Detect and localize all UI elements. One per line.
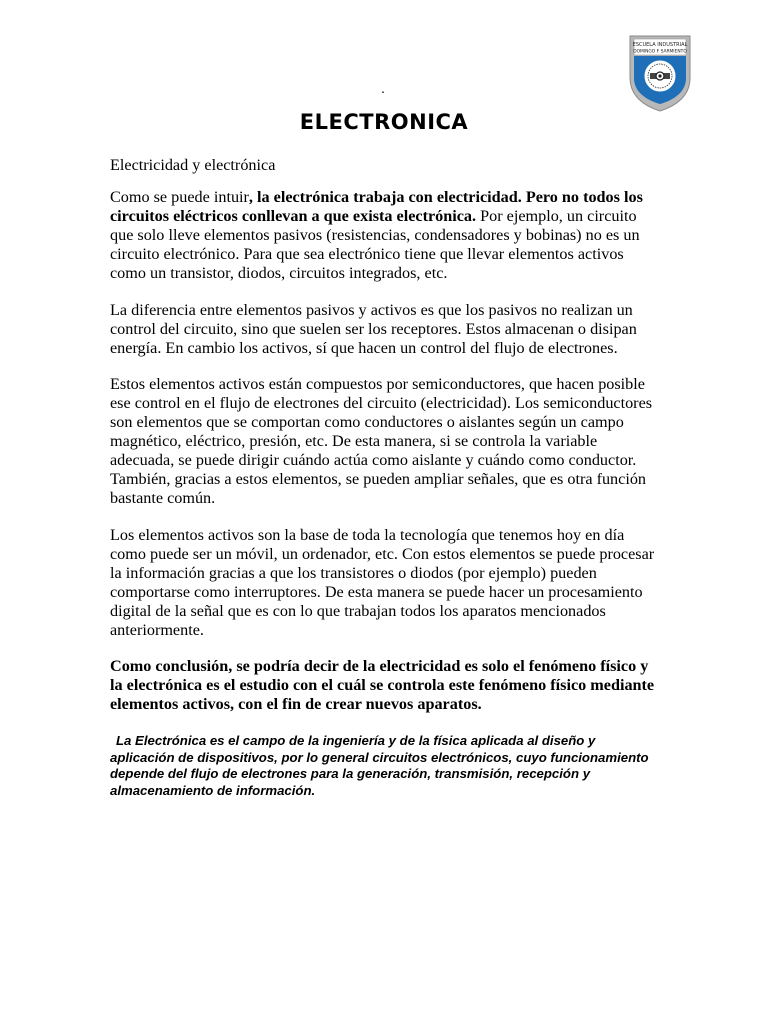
section-subtitle: Electricidad y electrónica xyxy=(110,156,276,174)
paragraph-intro-start: Como se puede intuir xyxy=(110,188,249,207)
page-title: ELECTRONICA xyxy=(299,110,469,134)
paragraph-intro-bold: , la electrónica trabaja con electricidad. Pero no todos los circuitos eléctricos conllevan a que exista electrónica. xyxy=(110,188,643,226)
school-logo xyxy=(626,34,694,112)
header-dot: . xyxy=(381,82,385,97)
logo-text-bottom: DOMINGO F SARMIENTO xyxy=(633,49,687,55)
paragraph-intro xyxy=(110,188,655,283)
paragraph-conclusion: Como conclusión, se podría decir de la electricidad es solo el fenómeno físico y la electrónica es el estudio con el cuál se controla este fenómeno físico mediante elementos activos, con el fin de crear nuevos aparatos. xyxy=(110,657,655,714)
paragraph-technology: Los elementos activos son la base de toda la tecnología que tenemos hoy en día como puede ser un móvil, un ordenador, etc. Con estos elementos se puede procesar la información gracias a que los transistores o diodos (por ejemplo) pueden comportarse como interruptores. De esta manera se puede hacer un procesamiento digital de la señal que es con lo que trabajan todos los aparatos mencionados anteriormente. xyxy=(110,525,655,639)
paragraph-passive-active: La diferencia entre elementos pasivos y activos es que los pasivos no realizan un control del circuito, sino que suelen ser los receptores. Estos almacenan o disipan energía. En cambio los activos, sí que hacen un control del flujo de electrones. xyxy=(110,300,637,357)
paragraph-semiconductors: Estos elementos activos están compuestos por semiconductores, que hacen posible ese control en el flujo de electrones del circuito (electricidad). Los semiconductores son elementos que se comportan como conductores o aislantes según un campo magnético, eléctrico, presión, etc. De esta manera, si se controla la variable adecuada, se puede dirigir cuándo actúa como aislante y cuándo como conductor. También, gracias a estos elementos, se pueden ampliar señales, que es otra función bastante común. xyxy=(110,374,653,508)
document-body xyxy=(110,156,655,816)
logo-text-top: ESCUELA INDUSTRIAL xyxy=(632,42,688,48)
paragraph-definition: La Electrónica es el campo de la ingeniería y de la física aplicada al diseño y aplicación de dispositivos, por lo general circuitos electrónicos, cuyo funcionamiento depende del flujo de electrones para la generación, transmisión, recepción y almacenamiento de información. xyxy=(110,733,649,798)
paragraph-intro-end: Por ejemplo, un circuito que solo lleve elementos pasivos (resistencias, condensadores y bobinas) no es un circuito electrónico. Para que sea electrónico tiene que llevar elementos activos como un transistor, diodos, circuitos integrados, etc. xyxy=(110,207,640,283)
